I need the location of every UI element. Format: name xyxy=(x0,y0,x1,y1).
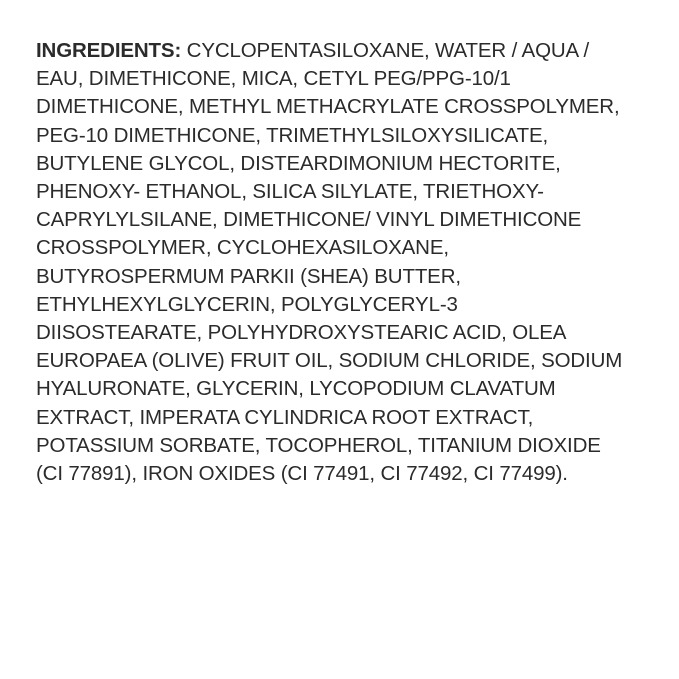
ingredients-line: DIISOSTEARATE, POLYHYDROXYSTEARIC ACID, OLEA xyxy=(36,321,567,345)
ingredients-line: DIMETHICONE, METHYL METHACRYLATE CROSSPOLYMER, xyxy=(36,95,620,119)
ingredients-line: (CI 77891), IRON OXIDES (CI 77491, CI 77492, CI 77499). xyxy=(36,462,568,486)
ingredients-first-line-rest: CYCLOPENTASILOXANE, WATER / AQUA / xyxy=(186,39,590,62)
ingredients-line: CROSSPOLYMER, CYCLOHEXASILOXANE, xyxy=(36,236,449,260)
ingredients-line: CAPRYLYLSILANE, DIMETHICONE/ VINYL DIMETHICONE xyxy=(36,208,582,232)
ingredients-text-block xyxy=(36,37,651,488)
ingredients-line: PHENOXY- ETHANOL, SILICA SILYLATE, TRIETHOXY- xyxy=(36,180,544,204)
ingredients-first-line xyxy=(36,37,651,65)
ingredients-line: ETHYLHEXYLGLYCERIN, POLYGLYCERYL-3 xyxy=(36,292,458,316)
ingredients-line: BUTYLENE GLYCOL, DISTEARDIMONIUM HECTORITE, xyxy=(36,151,561,175)
ingredients-line: EUROPAEA (OLIVE) FRUIT OIL, SODIUM CHLORIDE, SODIUM xyxy=(36,349,623,373)
ingredients-line: BUTYROSPERMUM PARKII (SHEA) BUTTER, xyxy=(36,264,461,288)
ingredients-label: INGREDIENTS: xyxy=(36,39,182,62)
ingredients-line: EAU, DIMETHICONE, MICA, CETYL PEG/PPG-10/1 xyxy=(36,67,511,91)
ingredients-line: HYALURONATE, GLYCERIN, LYCOPODIUM CLAVATUM xyxy=(36,377,556,401)
ingredients-line: POTASSIUM SORBATE, TOCOPHEROL, TITANIUM DIOXIDE xyxy=(36,433,601,457)
ingredients-line: EXTRACT, IMPERATA CYLINDRICA ROOT EXTRACT, xyxy=(36,405,534,429)
ingredients-line: PEG-10 DIMETHICONE, TRIMETHYLSILOXYSILICATE, xyxy=(36,123,549,147)
